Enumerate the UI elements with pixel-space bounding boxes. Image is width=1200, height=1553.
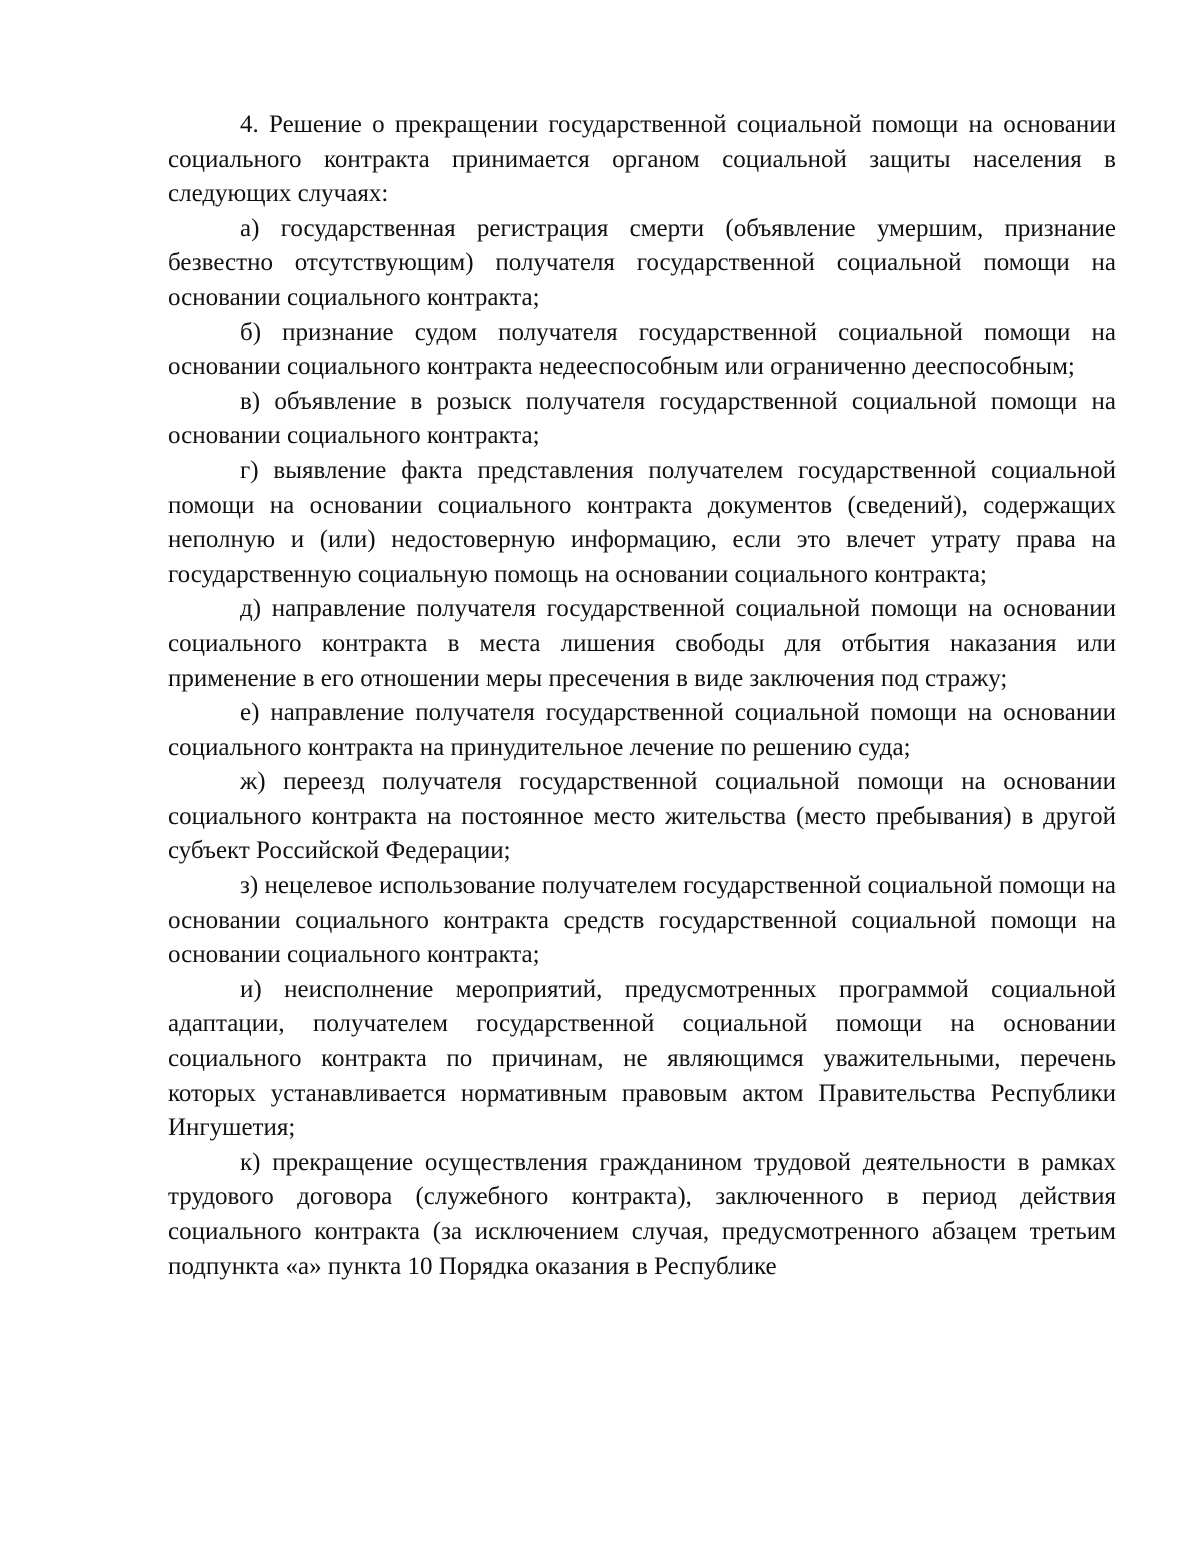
paragraph-a: а) государственная регистрация смерти (объявление умершим, признание безвестно отсутствующим) получателя государственной социальной помощи на основании социального контракта; <box>168 214 1116 311</box>
paragraph-b: б) признание судом получателя государственной социальной помощи на основании социального контракта недееспособным или ограниченно дееспособным; <box>168 318 1116 381</box>
paragraph-g: г) выявление факта представления получателем государственной социальной помощи на основании социального контракта документов (сведений), содержащих неполную и (или) недостоверную информацию, если это влечет утрату права на государственную социальную помощь на основании социального контракта; <box>168 456 1116 588</box>
paragraph-v: в) объявление в розыск получателя государственной социальной помощи на основании социального контракта; <box>168 387 1116 450</box>
paragraph-4: 4. Решение о прекращении государственной социальной помощи на основании социального контракта принимается органом социальной защиты населения в следующих случаях: <box>168 111 1116 208</box>
paragraph-i: и) неисполнение мероприятий, предусмотренных программой социальной адаптации, получателем государственной социальной помощи на основании социального контракта по причинам, не являющимся уважительными, перечень которых устанавливается нормативным правовым актом Правительства Республики Ингушетия; <box>168 975 1116 1142</box>
paragraph-zh: ж) переезд получателя государственной социальной помощи на основании социального контракта на постоянное место жительства (место пребывания) в другой субъект Российской Федерации; <box>168 768 1116 865</box>
paragraph-e: е) направление получателя государственной социальной помощи на основании социального контракта на принудительное лечение по решению суда; <box>168 699 1116 761</box>
paragraph-d: д) направление получателя государственной социальной помощи на основании социального контракта в места лишения свободы для отбытия наказания или применение в его отношении меры пресечения в виде заключения под стражу; <box>168 595 1116 692</box>
paragraph-k: к) прекращение осуществления гражданином трудовой деятельности в рамках трудового договора (служебного контракта), заключенного в период действия социального контракта (за исключением случая, предусмотренного абзацем третьим подпункта «а» пункта 10 Порядка оказания в Республике <box>168 1148 1116 1280</box>
paragraph-z: з) нецелевое использование получателем государственной социальной помощи на основании социального контракта средств государственной социальной помощи на основании социального контракта; <box>168 872 1116 969</box>
document-body <box>168 108 1116 1284</box>
